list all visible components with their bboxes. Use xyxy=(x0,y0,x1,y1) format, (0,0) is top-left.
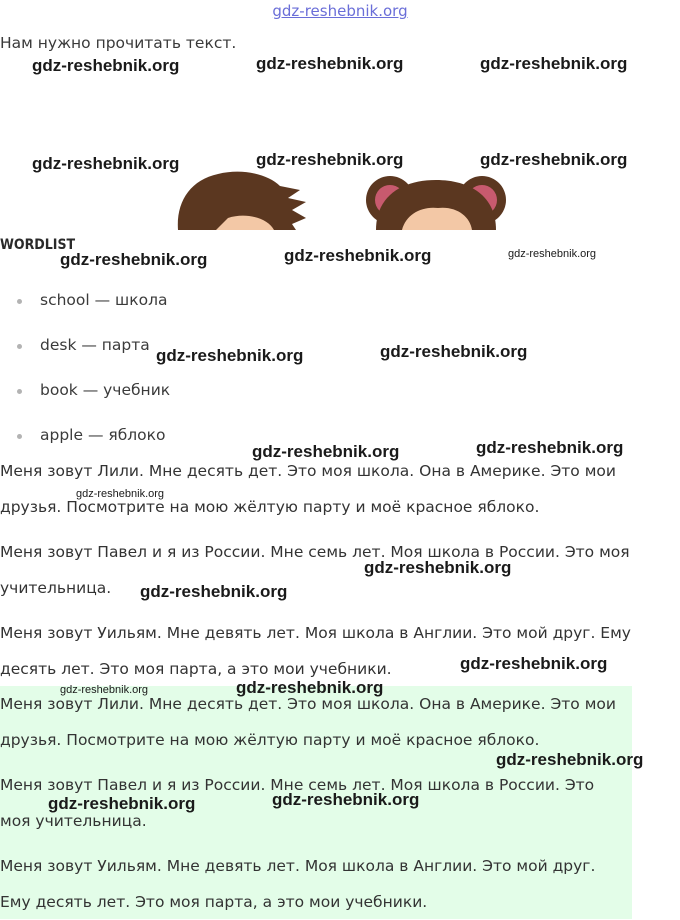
watermark: gdz-reshebnik.org xyxy=(156,346,304,365)
intro-text: Нам нужно прочитать текст. xyxy=(0,34,237,52)
boy-head-icon xyxy=(178,172,306,230)
watermark: gdz-reshebnik.org xyxy=(476,438,624,457)
watermark: gdz-reshebnik.org xyxy=(380,342,528,361)
list-item: school — школа xyxy=(0,278,170,323)
watermark: gdz-reshebnik.org xyxy=(256,54,404,73)
girl-head-icon xyxy=(366,176,506,230)
text-lily: Меня зовут Лили. Мне десять дет. Это моя школа. Она в Америке. Это мои друзья. Посмотрите на мою жёлтую парту и моё красное яблоко. xyxy=(0,462,616,516)
watermark: gdz-reshebnik.org xyxy=(272,790,420,809)
children-heads-illustration xyxy=(176,168,512,230)
bullet-icon xyxy=(17,434,22,439)
translation-box xyxy=(0,686,632,919)
bullet-icon xyxy=(17,299,22,304)
watermark: gdz-reshebnik.org xyxy=(460,654,608,673)
watermark: gdz-reshebnik.org xyxy=(48,794,196,813)
watermark: gdz-reshebnik.org xyxy=(508,248,597,260)
translation-pavel: Меня зовут Павел и я из России. Мне семь лет. Моя школа в России. Это моя учительница. xyxy=(0,776,595,830)
watermark: gdz-reshebnik.org xyxy=(480,54,628,73)
site-header-link[interactable]: gdz-reshebnik.org xyxy=(272,2,408,20)
translation-william: Меня зовут Уильям. Мне девять лет. Моя школа в Англии. Это мой друг. Ему десять лет. Это моя парта, а это мои учебники. xyxy=(0,857,596,911)
watermark: gdz-reshebnik.org xyxy=(140,582,288,601)
bullet-icon xyxy=(17,389,22,394)
watermark: gdz-reshebnik.org xyxy=(60,684,149,696)
watermark: gdz-reshebnik.org xyxy=(32,56,180,75)
bullet-icon xyxy=(17,344,22,349)
watermark: gdz-reshebnik.org xyxy=(496,750,644,769)
list-item: book — учебник xyxy=(0,368,170,413)
wordlist-title: WORDLIST xyxy=(0,237,76,253)
text-pavel: Меня зовут Павел и я из России. Мне семь лет. Моя школа в России. Это моя учительница. xyxy=(0,543,630,597)
list-item: apple — яблоко xyxy=(0,413,170,458)
watermark: gdz-reshebnik.org xyxy=(256,150,404,169)
watermark: gdz-reshebnik.org xyxy=(364,558,512,577)
watermark: gdz-reshebnik.org xyxy=(76,488,165,500)
watermark: gdz-reshebnik.org xyxy=(32,154,180,173)
watermark: gdz-reshebnik.org xyxy=(60,250,208,269)
wordlist xyxy=(0,278,170,458)
translation-lily: Меня зовут Лили. Мне десять дет. Это моя школа. Она в Америке. Это мои друзья. Посмотрите на мою жёлтую парту и моё красное яблоко. xyxy=(0,695,616,749)
watermark: gdz-reshebnik.org xyxy=(252,442,400,461)
watermark: gdz-reshebnik.org xyxy=(480,150,628,169)
watermark: gdz-reshebnik.org xyxy=(236,678,384,697)
text-william: Меня зовут Уильям. Мне девять лет. Моя школа в Англии. Это мой друг. Ему десять лет. Это моя парта, а это мои учебники. xyxy=(0,624,631,678)
list-item: desk — парта xyxy=(0,323,170,368)
watermark: gdz-reshebnik.org xyxy=(284,246,432,265)
